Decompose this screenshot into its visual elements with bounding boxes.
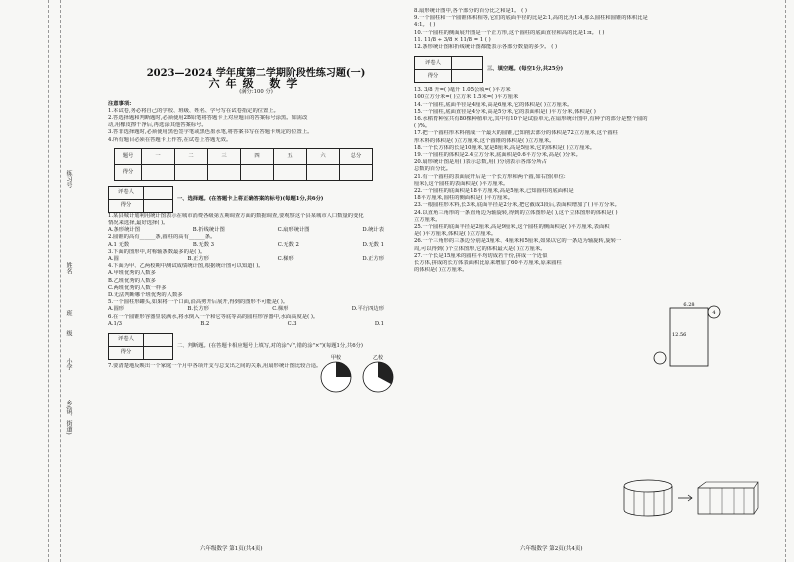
- q21-cylinder-net-figure: [648, 300, 728, 372]
- footer-left: 六年级数学 第1页(共4页): [200, 546, 263, 552]
- question-1: 1.某县城计划利用统计图表示在城市消费各级第五期调查方面的数据调查,要观察这个县某城市人口数量的变化: [108, 212, 364, 219]
- option-c[interactable]: C.扇形统计图: [277, 227, 310, 234]
- question-line: 总数的百分比。: [414, 166, 452, 173]
- question-4: 4.下面为甲、乙两校期中测试成绩统计图,根据统计图可以知道( )。: [108, 263, 264, 270]
- question-line: 27.一个长是15厘米的圆柱平均切成若干份,拼成一个近似: [414, 252, 548, 259]
- question-line: 100立方分米=( )立方米 1.5米=( )平方厘米: [414, 94, 519, 101]
- option-a[interactable]: A.圆: [108, 256, 119, 263]
- question-line: 26.一个三角形的三条边分别是3厘米、4厘米和5厘米,如果以它的一条边为轴旋转,旋转一: [414, 238, 622, 245]
- question-line: 厘米),这个圆柱的表面积是( )平方厘米。: [414, 180, 509, 187]
- exam-subtitle: 六年级 数学: [208, 77, 304, 91]
- pie-label-yi: 乙校: [372, 355, 384, 361]
- grader-cell[interactable]: [144, 334, 173, 347]
- grader-label: 评卷人: [109, 334, 144, 347]
- binding-line: [60, 0, 61, 562]
- grader-cell[interactable]: [452, 70, 483, 83]
- question-7: 7.要清楚地反映出一个家庭一个月中各项开支与总支出之间的关系,用扇形统计图比较合适。: [108, 363, 322, 370]
- q2-options: [108, 242, 404, 249]
- grader-label: 评卷人: [109, 186, 144, 199]
- question-line: 17.把一个圆柱形木料削成一个最大的圆锥,已知削去部分的体积是72立方厘米,这个圆柱: [414, 130, 618, 137]
- grader-label: 评卷人: [415, 57, 452, 70]
- question-line: 19.一个圆柱的体积是2.4立方分米,底面积是0.6平方分米,高是( )分米。: [414, 152, 581, 159]
- option-c[interactable]: C.两班优秀的人数一样多: [108, 284, 167, 291]
- option-d[interactable]: D.1: [374, 320, 384, 327]
- q3-options: [108, 256, 404, 263]
- question-3: 3.下面的图形中,对称轴条数最多的是( )。: [108, 248, 206, 255]
- score-table-header-row: [115, 148, 373, 164]
- score-header: 题号: [115, 148, 142, 164]
- question-2: 2.圆锥的高有______条,圆柱的高有______条。: [108, 234, 216, 241]
- note-item: 3.答非选择题时,必须使用黑色签字笔或黑色墨水笔,将答案书写在答题卡规定的位置上。: [108, 129, 313, 136]
- margin-label-class: 班: [65, 310, 72, 316]
- label-circle: 4: [712, 310, 716, 316]
- option-d[interactable]: D.无数 1: [362, 241, 384, 248]
- note-item: 4.所有题目必须在答题卡上作答,在试卷上答题无效。: [108, 136, 232, 143]
- score-cell[interactable]: [208, 164, 241, 180]
- question-1-cont: 情况来选择,最好选择( )。: [108, 220, 169, 227]
- question-line: 24.以直角三角形的一条直角边为轴旋转,得到的立体图形是( ),这个立体图形的体积是( ): [414, 209, 618, 216]
- section2-title: 二、判断题。(在答题卡相应题号上填写,对的涂"√",错的涂"×")(每题1分,共6分): [177, 342, 363, 349]
- question-6: 6.在一个圆锥形容器里装满水,将水倒入一个和它等底等高的圆柱形容器中,水面高度是( )。: [108, 313, 319, 320]
- question-10: 10.一个圆柱的侧面展开图是一个正方形,这个圆柱的底面直径和高的比是1:π。 ( ): [414, 29, 605, 36]
- option-c[interactable]: C.梯形: [277, 256, 294, 263]
- footer-right: 六年级数学 第2页(共4页): [520, 546, 583, 552]
- question-line: 23.一根圆柱形木料,长3米,底面半径是2分米,把它截成3段后,表面积增加了( )平方分米。: [414, 202, 620, 209]
- question-line: 形木料的体积是( )立方厘米,这个圆锥的体积是( )立方厘米。: [414, 137, 555, 144]
- question-line: 14.一个圆柱,底面半径是4厘米,高是6厘米,它的体积是( )立方厘米。: [414, 101, 573, 108]
- binding-line-right: [785, 0, 786, 562]
- question-9-cont: 4:1。 ( ): [414, 22, 436, 29]
- margin-label-exam-number: 练习号: [65, 170, 72, 188]
- score-table: [114, 148, 373, 181]
- left-column: [108, 8, 404, 377]
- option-b[interactable]: B.正方形: [187, 256, 209, 263]
- question-line: 周,可以得到( )个立体图形,它的体积最大是( )立方厘米。: [414, 245, 546, 252]
- net-circle-bottom: [654, 352, 666, 364]
- question-9: 9.一个圆柱和一个圆锥体积相等,它们的底面半径的比是2:1,高的比为1:4,那么圆柱和圆锥的体积比是: [414, 15, 648, 22]
- question-line: 的体积是( )立方厘米。: [414, 267, 468, 274]
- score-header: 六: [307, 148, 340, 164]
- score-header: 一: [142, 148, 175, 164]
- option-c[interactable]: C.3: [287, 320, 297, 327]
- question-line: 20.扇形统计图是用( )表示总数,用( )分别表示各部分所占: [414, 159, 547, 166]
- q6-options: [108, 321, 404, 328]
- grader-cell[interactable]: [452, 57, 483, 70]
- score-cell[interactable]: [241, 164, 274, 180]
- grader-cell[interactable]: [144, 199, 173, 212]
- section3-title: 三、填空题。(每空1分,共25分): [487, 66, 564, 73]
- score-header: 三: [208, 148, 241, 164]
- option-b[interactable]: B.折线统计图: [192, 227, 225, 234]
- question-line: 16.水稻育种室共有80棵种植单元,其中有10个是试验单元,在扇形统计图中,有种子的部分是整个圆的: [414, 116, 648, 123]
- margin-label-name: 姓名: [65, 262, 72, 274]
- cuboid-depth: [698, 482, 758, 514]
- question-5: 5.一个圆柱形罐头,如果将一个口面,沿高剪开后展开,得到的图形不可能是( )。: [108, 299, 289, 306]
- question-12: 12.条形统计图和折线统计图都能表示各部分数量的多少。 ( ): [414, 44, 558, 51]
- question-line: 22.一个圆柱的底面积是18平方厘米,高是5厘米,已知圆柱的底面积是: [414, 188, 574, 195]
- option-b[interactable]: B.2: [200, 320, 210, 327]
- score-header: 总分: [340, 148, 373, 164]
- note-item: 1.本试卷,务必将自己的学校、班级、姓名、学号写在试卷指定的位置上。: [108, 107, 279, 114]
- question-line: 25.一个圆柱的底面半径是2厘米,高是9厘米,这个圆柱的侧面积是( )平方厘米,表面积: [414, 224, 610, 231]
- option-b[interactable]: B.乙班优秀的人数多: [108, 277, 156, 284]
- margin-label-town: 乡(镇、街道): [65, 400, 72, 435]
- option-a[interactable]: A.甲班优秀的人数多: [108, 270, 156, 277]
- score-cell[interactable]: [307, 164, 340, 180]
- question-line: 21.有一个圆柱的表面展开后是一个长方形和两个圆,如右图(单位:: [414, 173, 566, 180]
- pie-jia-slice: [336, 362, 351, 377]
- score-cell[interactable]: [340, 164, 373, 180]
- option-d[interactable]: D.无法判断哪个班优秀的人数多: [108, 292, 183, 299]
- label-top: 6.28: [683, 302, 695, 308]
- option-b[interactable]: B.长方形: [187, 306, 209, 313]
- grader-label: 得分: [109, 199, 144, 212]
- grader-cell[interactable]: [144, 186, 173, 199]
- section3-questions: [414, 87, 754, 274]
- pie-label-jia: 甲校: [330, 355, 342, 361]
- q4-pie-charts: [318, 352, 398, 398]
- score-cell[interactable]: [175, 164, 208, 180]
- score-header: 二: [175, 148, 208, 164]
- question-line: 长方体,拼成的长方体表面积比原来增加了60平方厘米,原来圆柱: [414, 260, 562, 267]
- q27-cylinder-to-cuboid-figure: [620, 478, 760, 520]
- grader-box: [108, 333, 173, 360]
- right-column: [414, 8, 754, 275]
- question-11: 11. 11/8 ÷ 3/8 × 11/8 = 1 ( ): [414, 36, 491, 43]
- section3-header: [414, 56, 754, 83]
- score-cell[interactable]: [274, 164, 307, 180]
- score-row-label: 得分: [115, 164, 142, 180]
- grader-cell[interactable]: [144, 347, 173, 360]
- q1-options: [108, 227, 404, 234]
- q5-options: [108, 306, 404, 313]
- note-item: 2.答选择题和判断题时,必须使用2B铅笔将答题卡上对应题目的答案标号涂黑。如需改: [108, 115, 308, 122]
- grader-label: 得分: [109, 347, 144, 360]
- option-d[interactable]: D.正方形: [362, 256, 384, 263]
- question-line: 18平方厘米,圆柱的侧面积是( )平方厘米。: [414, 195, 513, 202]
- cylinder-top: [624, 480, 672, 492]
- option-d[interactable]: D.统计表: [362, 227, 384, 234]
- option-c[interactable]: C.无数 2: [277, 241, 299, 248]
- question-line: 立方厘米。: [414, 216, 441, 223]
- question-line: 13. 3/8 升=( )毫升 1.05公顷=( )平方米: [414, 87, 511, 94]
- margin-label-school: 小学: [65, 358, 72, 370]
- label-side: 12.56: [672, 332, 687, 338]
- question-8: 8.扇形统计图中,各个部分的百分比之和是1。 ( ): [414, 8, 527, 14]
- score-header: 五: [274, 148, 307, 164]
- grader-label: 得分: [415, 70, 452, 83]
- option-d[interactable]: D.平行四边形: [351, 306, 384, 313]
- grader-box: [414, 56, 483, 83]
- option-a[interactable]: A.1/3: [108, 320, 123, 327]
- note-item: 动,用橡皮擦干净后,再选涂其他答案标号。: [108, 122, 207, 129]
- notes-heading: 注意事项:: [108, 100, 132, 107]
- grader-box: [108, 186, 173, 213]
- section1-header: [108, 186, 404, 213]
- full-score: (满分:100 分): [239, 89, 273, 96]
- cylinder-bottom: [624, 510, 672, 516]
- cuboid: [698, 488, 754, 514]
- score-header: 四: [241, 148, 274, 164]
- exam-title: 2023—2024 学年度第二学期阶段性练习题(一): [146, 68, 366, 79]
- option-c[interactable]: C.梯形: [272, 306, 289, 313]
- score-table-row: [115, 164, 373, 180]
- score-cell[interactable]: [142, 164, 175, 180]
- section1-title: 一、选择题。(在答题卡上将正确答案的标号)(每题1分,共6分): [177, 195, 324, 202]
- option-a[interactable]: A.圆形: [108, 306, 125, 313]
- option-a[interactable]: A.1 无数: [108, 241, 130, 248]
- question-line: 是( )平方厘米,体积是( )立方厘米。: [414, 231, 497, 238]
- margin-label-grade: 级: [65, 330, 72, 336]
- question-line: 15.一个圆柱,底面直径是4分米,高是5分米,它的表面积是( )平方分米,体积是( ): [414, 108, 596, 115]
- question-line: 18.一个长方体的长是10厘米,宽是8厘米,高是5厘米,它的体积是( )立方厘米。: [414, 144, 596, 151]
- option-b[interactable]: B.无数 3: [192, 241, 215, 248]
- binding-line: [48, 0, 49, 562]
- question-line: ( )%。: [414, 123, 431, 130]
- option-a[interactable]: A.条形统计图: [108, 227, 140, 234]
- arrow-icon: [678, 495, 692, 501]
